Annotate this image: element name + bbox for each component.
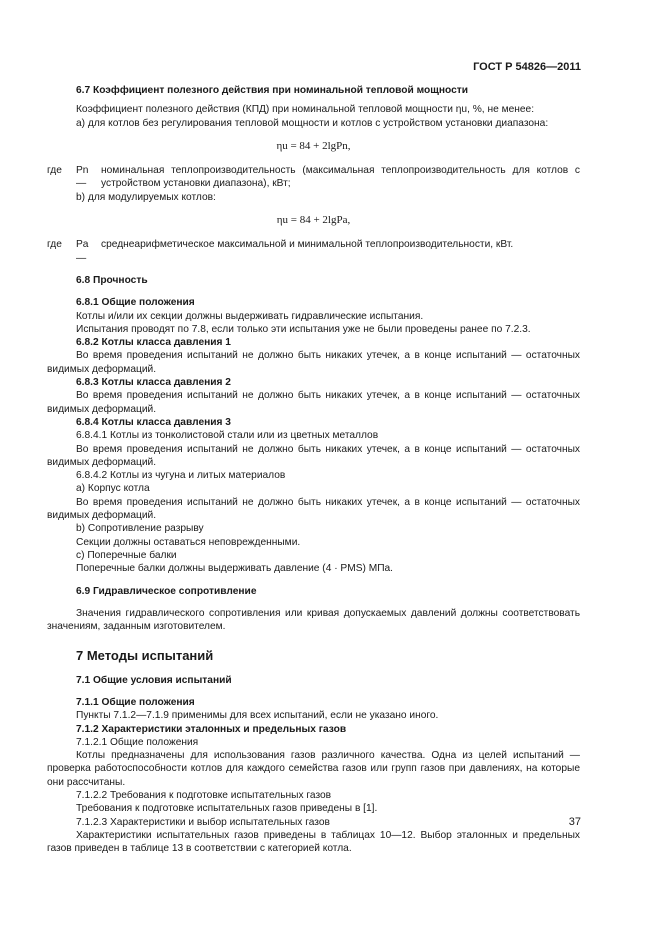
page-body [47, 84, 580, 856]
where-symbol: Pa — [76, 239, 89, 264]
section-6-8-4-title: 6.8.4 Котлы класса давления 3 [76, 416, 231, 428]
page-header: ГОСТ Р 54826—2011 [473, 61, 581, 73]
paragraph: а) для котлов без регулирования тепловой мощности и котлов с устройством установки диапазона: [76, 117, 549, 129]
section-6-8-title: 6.8 Прочность [76, 274, 148, 286]
paragraph: Значения гидравлического сопротивления или кривая допускаемых давлений должны соответствовать значениям, заданным изготовителем. [47, 607, 580, 633]
paragraph: Испытания проводят по 7.8, если только эти испытания уже не были проведены ранее по 7.2.3. [76, 323, 531, 335]
paragraph: Котлы предназначены для использования газов различного качества. Одна из целей испытаний — проверка работоспособности котлов для каждого семейства газов или групп газов при давлениях, на которые они рассчитаны. [47, 750, 580, 788]
paragraph: Пункты 7.1.2—7.1.9 применимы для всех испытаний, если не указано иного. [76, 710, 439, 722]
formula-2: ηu = 84 + 2lgPa, [276, 214, 351, 227]
section-6-8-2-title: 6.8.2 Котлы класса давления 1 [76, 337, 231, 349]
subsection-7-1-2-1: 7.1.2.1 Общие положения [76, 736, 199, 748]
paragraph: Во время проведения испытаний не должно быть никаких утечек, а в конце испытаний — остаточных видимых деформаций. [47, 350, 580, 375]
where-text: номинальная теплопроизводительность (максимальная теплопроизводительность для котлов с устройством установки диапазона), кВт; [101, 165, 580, 190]
section-6-8-3-title: 6.8.3 Котлы класса давления 2 [76, 377, 231, 389]
list-item-c: с) Поперечные балки [76, 549, 177, 561]
where-clause-1 [47, 164, 580, 191]
subsection-6-8-4-1: 6.8.4.1 Котлы из тонколистовой стали или из цветных металлов [76, 430, 379, 442]
list-item-a: а) Корпус котла [76, 483, 150, 495]
section-6-9-title: 6.9 Гидравлическое сопротивление [76, 585, 257, 597]
paragraph: Поперечные балки должны выдерживать давление (4 · PMS) МПа. [76, 563, 394, 575]
where-label: где [47, 165, 62, 177]
paragraph: Во время проведения испытаний не должно быть никаких утечек, а в конце испытаний — остаточных видимых деформаций. [47, 496, 580, 522]
paragraph: Характеристики испытательных газов приведены в таблицах 10—12. Выбор эталонных и предельных газов приведен в таблице 13 в соответствии с категорией котла. [47, 829, 580, 855]
paragraph: Во время проведения испытаний не должно быть никаких утечек, а в конце испытаний — остаточных видимых деформаций. [47, 443, 580, 468]
section-7-title: 7 Методы испытаний [76, 648, 214, 664]
section-6-8-1-title: 6.8.1 Общие положения [76, 297, 195, 309]
subsection-6-8-4-2: 6.8.4.2 Котлы из чугуна и литых материалов [76, 470, 286, 482]
page-number: 37 [568, 816, 581, 828]
paragraph: Коэффициент полезного действия (КПД) при номинальной тепловой мощности ηu, %, не менее: [76, 104, 535, 116]
paragraph: Во время проведения испытаний не должно быть никаких утечек, а в конце испытаний — остаточных видимых деформаций. [47, 390, 580, 415]
subsection-7-1-2-3: 7.1.2.3 Характеристики и выбор испытательных газов [76, 816, 330, 828]
section-7-1-title: 7.1 Общие условия испытаний [76, 674, 232, 686]
paragraph: b) для модулируемых котлов: [76, 191, 216, 203]
where-text: среднеарифметическое максимальной и минимальной теплопроизводительности, кВт. [101, 239, 514, 251]
where-label: где [47, 239, 62, 251]
section-6-7-title: 6.7 Коэффициент полезного действия при номинальной тепловой мощности [76, 85, 468, 96]
section-7-1-2-title: 7.1.2 Характеристики эталонных и предельных газов [76, 723, 347, 735]
list-item-b: b) Сопротивление разрыву [76, 523, 204, 535]
formula-1: ηu = 84 + 2lgPn, [276, 139, 351, 152]
where-symbol: Pn — [76, 165, 89, 190]
where-clause-2 [47, 238, 580, 265]
paragraph: Котлы и/или их секции должны выдерживать гидравлические испытания. [76, 310, 424, 322]
paragraph: Требования к подготовке испытательных газов приведены в [1]. [76, 803, 378, 815]
section-7-1-1-title: 7.1.1 Общие положения [76, 696, 195, 708]
paragraph: Секции должны оставаться неповрежденными. [76, 536, 301, 548]
subsection-7-1-2-2: 7.1.2.2 Требования к подготовке испытательных газов [76, 790, 332, 802]
